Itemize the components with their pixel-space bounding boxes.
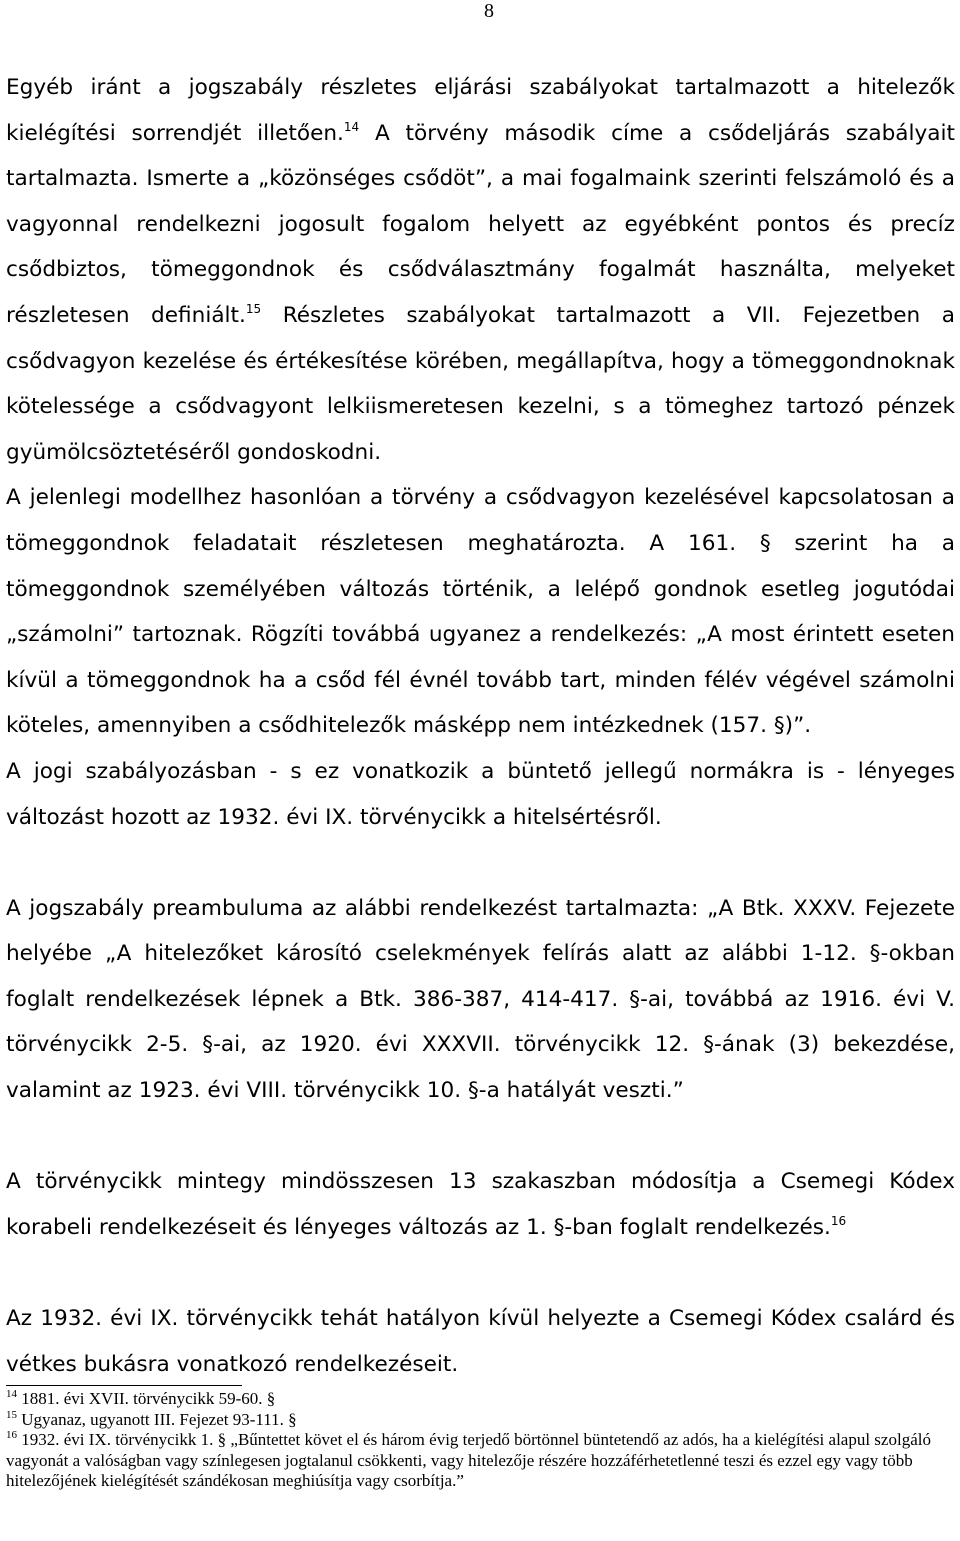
paragraph	[6, 1159, 955, 1250]
paragraph-text: Az 1932. évi IX. törvénycikk tehát hatályon kívül helyezte a Csemegi Kódex csalárd és vétkes bukásra vonatkozó rendelkezéseit.	[6, 1306, 955, 1377]
paragraph	[6, 749, 955, 840]
paragraph	[6, 475, 955, 749]
page-number: 8	[484, 0, 494, 22]
paragraph-text: Egyéb iránt a jogszabály részletes eljárási szabályokat tartalmazott a hitelezők kielégítési sorrendjét illetően.	[6, 75, 955, 146]
paragraph-text: A jogi szabályozásban - s ez vonatkozik a büntető jellegű normákra is - lényeges változást hozott az 1932. évi IX. törvénycikk a hitelsértésről.	[6, 758, 955, 830]
footnote-number: 15	[6, 1408, 17, 1421]
footnotes	[6, 1385, 955, 1492]
paragraph-text: A törvény második címe a csődeljárás szabályait tartalmazta. Ismerte a „közönséges csődöt”, a mai fogalmaink szerinti felszámoló és a vagyonnal rendelkezni jogosult fogalom helyett az egyébként pontos és precíz csődbiztos, tömeggondnok és csődválasztmány fogalmát használta, melyeket részletesen definiált.	[6, 120, 955, 328]
paragraph-text: Részletes szabályokat tartalmazott a VII. Fejezetben a csődvagyon kezelése és értékesítése körében, megállapítva, hogy a tömeggondnoknak kötelessége a csődvagyont lelkiismeretesen kezelni, s a tömeghez tartozó pénzek gyümölcsöztetéséről gondoskodni.	[6, 302, 955, 465]
footnote-reference[interactable]: 15	[245, 301, 262, 316]
footnote-text: 1881. évi XVII. törvénycikk 59-60. §	[17, 1389, 276, 1408]
footnote-reference[interactable]: 16	[830, 1213, 847, 1228]
footnote-number: 14	[6, 1388, 17, 1400]
footnote	[6, 1430, 955, 1492]
footnote-reference[interactable]: 14	[343, 119, 360, 134]
paragraph	[6, 886, 955, 1114]
footnote-separator	[6, 1385, 242, 1386]
paragraph-text: A jelenlegi modellhez hasonlóan a törvény a csődvagyon kezelésével kapcsolatosan a tömeggondnok feladatait részletesen meghatározta. A 161. § szerint ha a tömeggondnok személyében változás történik, a lelépő gondnok esetleg jogutódai „számolni” tartoznak. Rögzíti továbbá ugyanez a rendelkezés: „A most érintett eseten kívül a tömeggondnok ha a csőd fél évnél tovább tart, minden félév végével számolni köteles, amennyiben a csődhitelezők másképp nem intézkednek (157. §)”.	[6, 485, 955, 739]
paragraph	[6, 65, 955, 475]
paragraph-text: A jogszabály preambuluma az alábbi rendelkezést tartalmazta: „A Btk. XXXV. Fejezete helyébe „A hitelezőket károsító cselekmények felírás alatt az alábbi 1-12. §-okban foglalt rendelkezések lépnek a Btk. 386-387, 414-417. §-ai, továbbá az 1916. évi V. törvénycikk 2-5. §-ai, az 1920. évi XXXVII. törvénycikk 12. §-ának (3) bekezdése, valamint az 1923. évi VIII. törvénycikk 10. §-a hatályát veszti.”	[6, 895, 955, 1104]
footnote	[6, 1389, 955, 1410]
footnote	[6, 1410, 955, 1431]
paragraph-text: A törvénycikk mintegy mindösszesen 13 szakaszban módosítja a Csemegi Kódex korabeli rendelkezéseit és lényeges változás az 1. §-ban foglalt rendelkezés.	[6, 1169, 955, 1240]
footnote-text: 1932. évi IX. törvénycikk 1. § „Bűntettet követ el és három évig terjedő börtönnel büntetendő az adós, ha a kielégítési alapul szolgáló vagyonát a valóságban vagy színlegesen jogtalanul csökkenti, vagy hitelezője részére hozzáférhetetlenné teszi és ezzel egy vagy több hitelezőjének kielégítését szándékosan meghiúsítja vagy csorbítja.”	[6, 1430, 931, 1491]
footnote-number: 16	[6, 1429, 17, 1442]
footnote-text: Ugyanaz, ugyanott III. Fejezet 93-111. §	[17, 1409, 297, 1429]
paragraph	[6, 1296, 955, 1387]
body-text	[6, 65, 955, 1387]
footnote-list	[6, 1389, 955, 1492]
